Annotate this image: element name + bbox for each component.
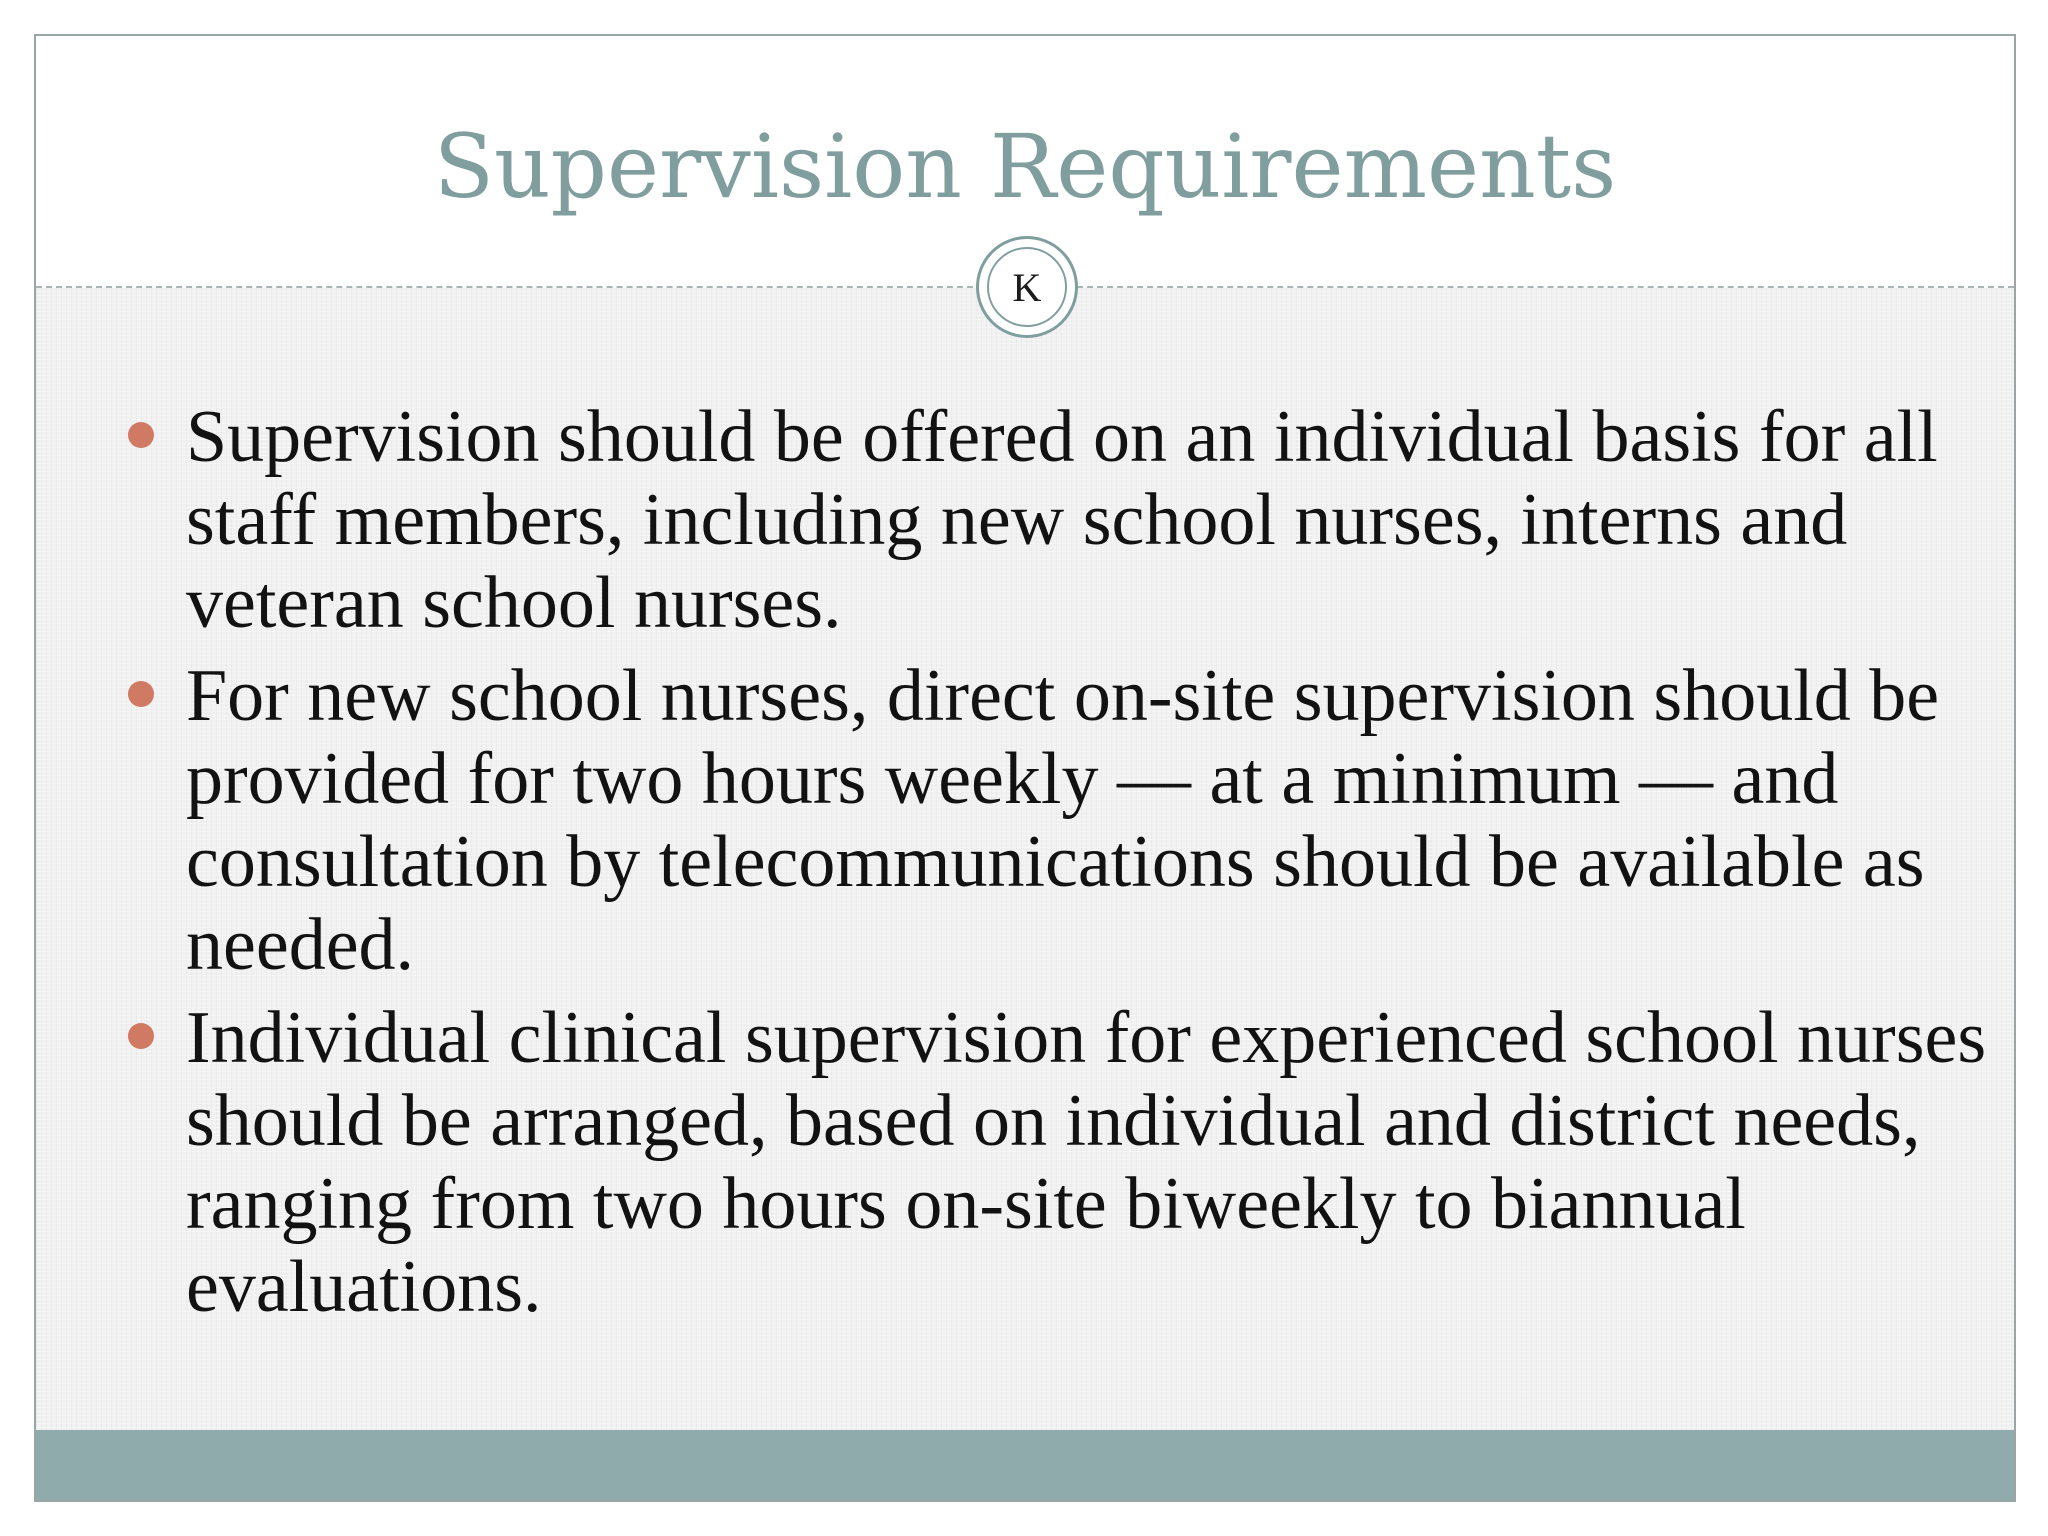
bullet-text: Individual clinical supervision for experienced school nurses should be arranged, based on individual and district needs, ranging from two hours on-site biweekly to biannual evaluations. — [186, 997, 1987, 1328]
bullet-text: Supervision should be offered on an individual basis for all staff members, including new school nurses, interns and veteran school nurses. — [186, 396, 1938, 644]
bullet-item — [116, 655, 2006, 987]
footer-bar — [36, 1430, 2014, 1500]
bullet-list — [116, 396, 2006, 1339]
slide — [34, 34, 2016, 1502]
bullet-text: For new school nurses, direct on-site supervision should be provided for two hours weekly — at a minimum — and consultation by telecommunications should be available as needed. — [186, 655, 1940, 986]
bullet-item — [116, 396, 2006, 645]
bullet-item — [116, 997, 2006, 1329]
bullet-dot-icon — [128, 422, 154, 448]
bullet-dot-icon — [128, 681, 154, 707]
badge-letter: K — [987, 247, 1067, 327]
slide-title: Supervision Requirements — [433, 115, 1617, 218]
bullet-dot-icon — [128, 1023, 154, 1049]
content-area — [36, 288, 2014, 1468]
letter-badge — [976, 236, 1078, 338]
